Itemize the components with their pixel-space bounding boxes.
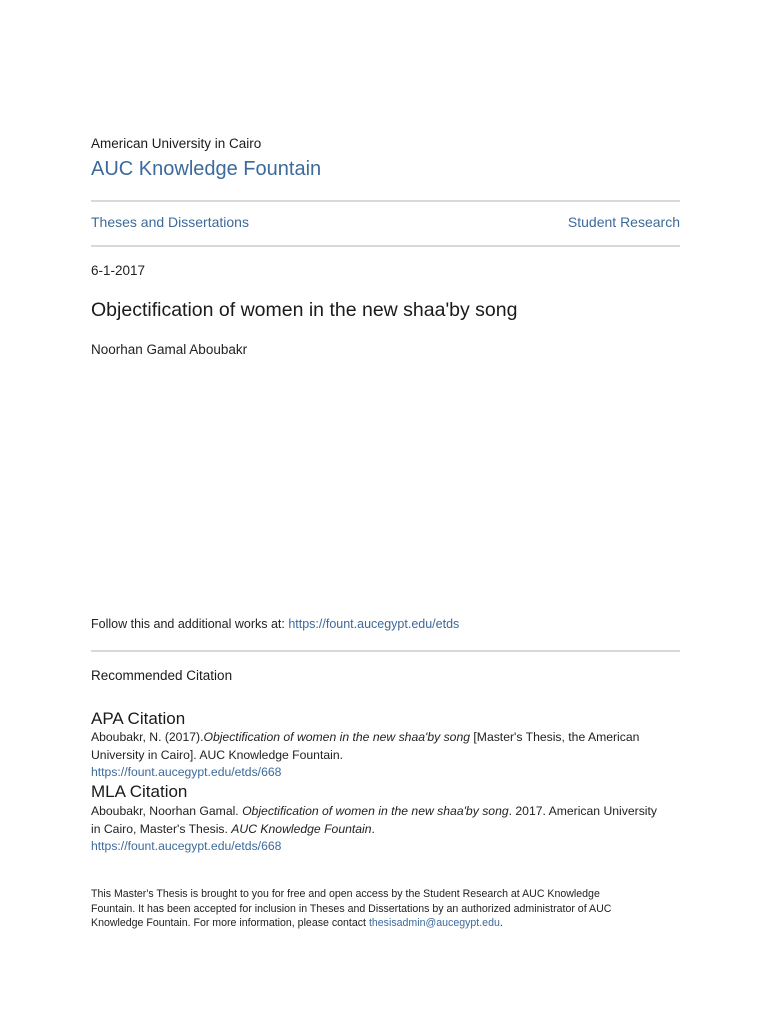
mla-line2-prefix: in Cairo, Master's Thesis. [91,821,232,836]
notice-line-3-end: . [499,917,503,929]
mla-url-link[interactable]: https://fount.aucegypt.edu/etds/668 [91,839,282,853]
etds-link[interactable]: https://fount.aucegypt.edu/etds [288,617,460,631]
access-notice [91,887,661,931]
notice-line-3 [91,916,661,931]
collections-bar [91,214,680,230]
mla-title: Objectification of women in the new shaa'by song [242,804,509,818]
notice-line-1: This Master's Thesis is brought to you for free and open access by the Student Research at AUC Knowledge [91,888,600,900]
repository-link[interactable]: AUC Knowledge Fountain [91,158,322,180]
mla-line-1 [91,803,680,821]
apa-suffix: [Master's Thesis, the American [470,730,640,744]
mla-citation-text [91,803,680,856]
apa-line-1 [91,729,680,747]
student-research-link[interactable]: Student Research [567,214,680,230]
apa-line-2: University in Cairo]. AUC Knowledge Fountain. [91,747,343,762]
mla-citation-heading: MLA Citation [91,782,188,801]
apa-title: Objectification of women in the new shaa'by song [203,730,471,744]
follow-text: Follow this and additional works at: [91,617,289,631]
publication-date: 6-1-2017 [91,263,146,278]
author-name: Noorhan Gamal Aboubakr [91,342,248,357]
follow-line [91,617,459,631]
apa-citation-text [91,729,680,782]
apa-url-link[interactable]: https://fount.aucegypt.edu/etds/668 [91,765,282,779]
mla-line2-italic: AUC Knowledge Fountain [231,821,372,836]
apa-prefix: Aboubakr, N. (2017). [91,730,204,744]
mla-prefix: Aboubakr, Noorhan Gamal. [91,804,243,818]
contact-email-link[interactable]: thesisadmin@aucegypt.edu [368,917,500,929]
apa-citation-heading: APA Citation [91,709,186,728]
institution-name: American University in Cairo [91,136,262,151]
collections-divider [91,245,680,247]
document-title: Objectification of women in the new shaa'by song [91,299,518,321]
citation-divider [91,650,680,652]
theses-dissertations-link[interactable]: Theses and Dissertations [91,214,249,230]
mla-line-2 [91,821,680,839]
recommended-citation-heading: Recommended Citation [91,668,233,683]
top-divider [91,200,680,202]
mla-line2-end: . [371,821,375,836]
notice-line-3-text: Knowledge Fountain. For more information, please contact [91,917,369,929]
notice-line-2: Fountain. It has been accepted for inclusion in Theses and Dissertations by an authorized administrator of AUC [91,902,612,915]
mla-suffix: . 2017. American University [508,804,657,818]
